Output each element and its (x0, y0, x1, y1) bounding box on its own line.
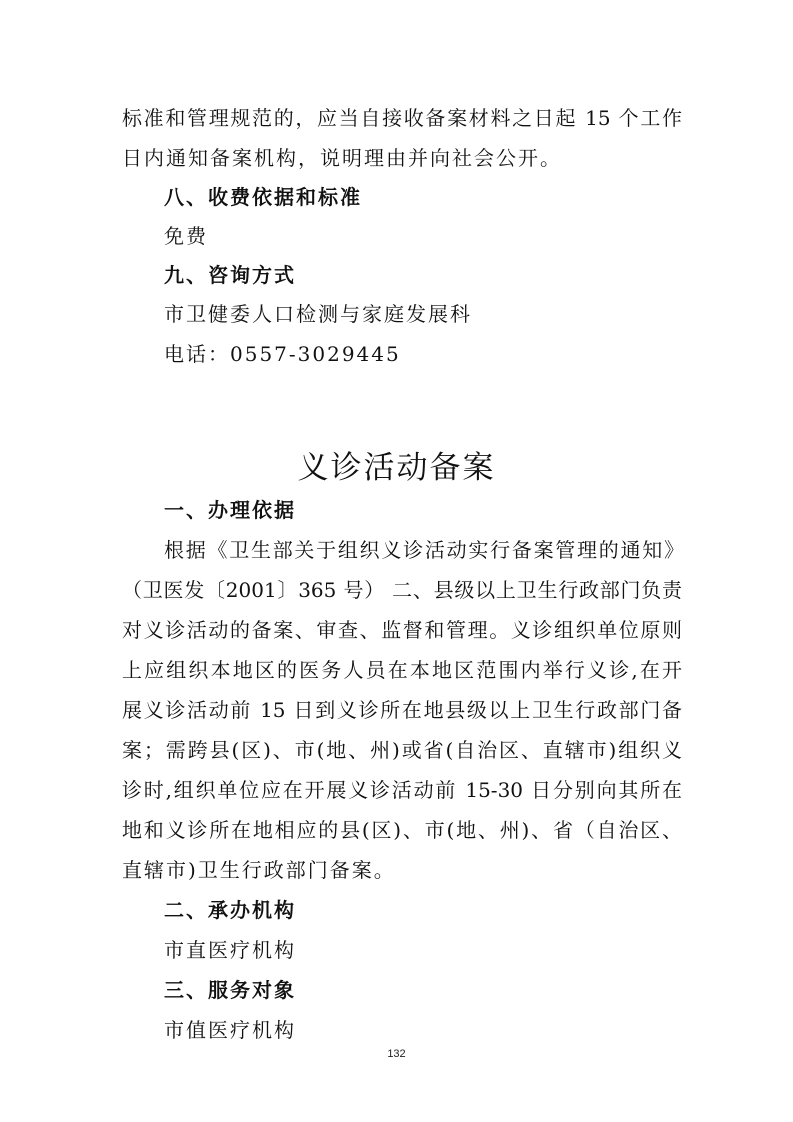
paragraph-line: 根据《卫生部关于组织义诊活动实行备案管理的通知》 (164, 538, 684, 562)
contact-department: 市卫健委人口检测与家庭发展科 (164, 302, 472, 326)
paragraph-line: 上应组织本地区的医务人员在本地区范围内举行义诊,在开 (122, 658, 682, 682)
paragraph-line: （卫医发〔2001〕365 号） 二、县级以上卫生行政部门负责 (122, 578, 682, 602)
section-heading-fee: 八、收费依据和标准 (164, 185, 362, 209)
paragraph-line: 日内通知备案机构，说明理由并向社会公开。 (122, 146, 562, 170)
section-heading-organizer: 二、承办机构 (164, 898, 296, 922)
section-heading-audience: 三、服务对象 (164, 978, 296, 1002)
section-heading-basis: 一、办理依据 (164, 498, 296, 522)
paragraph-line: 案；需跨县(区)、市(地、州)或省(自治区、直辖市)组织义 (122, 738, 682, 762)
document-title: 义诊活动备案 (297, 450, 496, 486)
paragraph-line: 标准和管理规范的，应当自接收备案材料之日起 15 个工作 (122, 106, 682, 130)
paragraph-line: 诊时,组织单位应在开展义诊活动前 15-30 日分别向其所在 (122, 778, 682, 802)
paragraph-line: 直辖市)卫生行政部门备案。 (122, 858, 396, 882)
audience-text: 市值医疗机构 (164, 1018, 296, 1042)
page-number: 132 (387, 1048, 406, 1060)
paragraph-line: 地和义诊所在地相应的县(区)、市(地、州)、省（自治区、 (122, 818, 682, 842)
contact-phone: 电话：0557-3029445 (164, 342, 401, 366)
paragraph-line: 展义诊活动前 15 日到义诊所在地县级以上卫生行政部门备 (122, 698, 682, 722)
paragraph-line: 对义诊活动的备案、审查、监督和管理。义诊组织单位原则 (122, 618, 682, 642)
fee-text: 免费 (164, 224, 208, 248)
organizer-text: 市直医疗机构 (164, 938, 296, 962)
section-heading-contact: 九、咨询方式 (164, 263, 296, 287)
